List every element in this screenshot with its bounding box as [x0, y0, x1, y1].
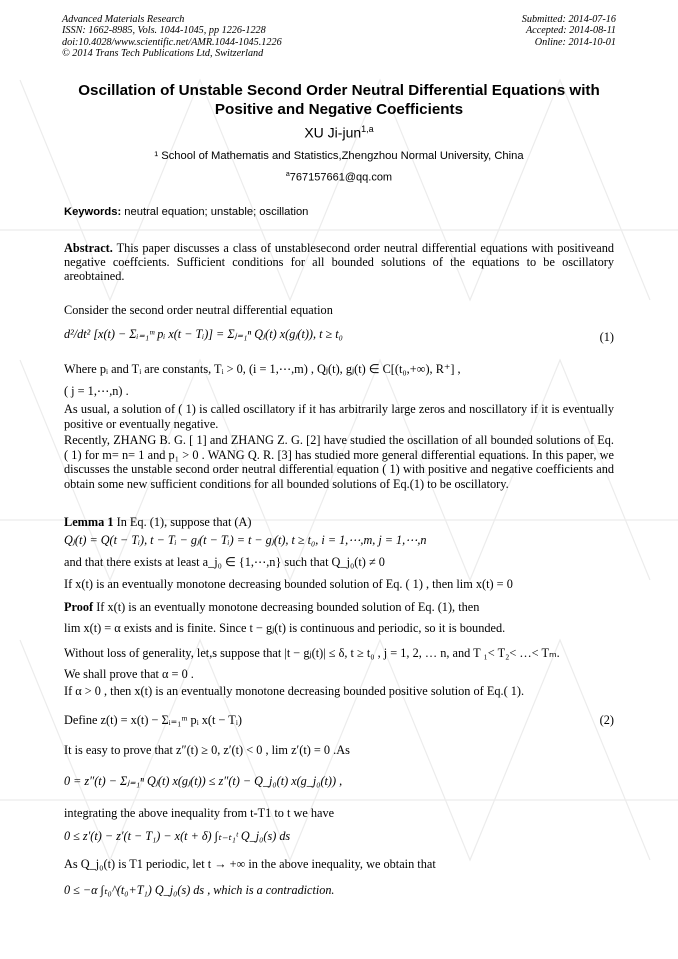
- equation-a: Qⱼ(t) = Q(t − Tᵢ), t − Tᵢ − gⱼ(t − Tᵢ) = t − gⱼ(t), t ≥ t₀, i = 1,⋯,m, j = 1,⋯,n: [64, 533, 427, 547]
- email: [0, 171, 678, 184]
- title-line-2: Positive and Negative Coefficients: [214, 101, 464, 118]
- equation-3: 0 = z″(t) − Σⱼ₌₁ⁿ Qⱼ(t) x(gⱼ(t)) ≤ z″(t) − Q_j₀(t) x(g_j₀(t)) ,: [64, 774, 343, 788]
- body-para-15: integrating the above inequality from t-T1 to t we have: [64, 806, 335, 820]
- equation-1-number: (1): [599, 330, 614, 344]
- body-para-14: It is easy to prove that z″(t) ≥ 0, z′(t) < 0 , lim z′(t) = 0 .As: [64, 743, 350, 757]
- abstract: [64, 241, 614, 284]
- body-para-3: ( j = 1,⋯,n) .: [64, 384, 129, 398]
- abstract-text: This paper discusses a class of unstablesecond order neutral differential equations with positiveand negative coeffcients. Sufficient conditions for all bounded solutions of the equations to be oscillatory areobtained.: [64, 241, 614, 284]
- body-para-1: Consider the second order neutral differential equation: [64, 303, 333, 317]
- title-line-1: Oscillation of Unstable Second Order Neutral Differential Equations with: [78, 82, 600, 99]
- keywords-label: Keywords:: [64, 206, 122, 218]
- body-para-7: If x(t) is an eventually monotone decreasing bounded solution of Eq. ( 1) , then lim x(t) = 0: [64, 577, 513, 591]
- equation-5: 0 ≤ −α ∫ₜ₀^(t₀+T₁) Q_j₀(s) ds , which is a contradiction.: [64, 883, 335, 897]
- body-para-5: Recently, ZHANG B. G. [ 1] and ZHANG Z. G. [2] have studied the oscillation of all bounded solutions of Eq.( 1) for m= n= 1 and p₁ > 0 . WANG Q. R. [3] has studied more general differential equations. In this paper, we discusses the unstable second order neutral differential equation ( 1) with positive and negative coefficients and obtain some new sufficient conditions for all bounded solutions of Eq.(1) to be oscillatory.: [64, 433, 614, 491]
- body-para-2: Where pᵢ and Tᵢ are constants, Tᵢ > 0, (i = 1,⋯,m) , Qⱼ(t), gⱼ(t) ∈ C[(t₀,+∞), R⁺] ,: [64, 362, 461, 376]
- email-address[interactable]: 767157661@qq.com: [289, 171, 393, 184]
- author: [0, 124, 678, 141]
- body-para-16: As Q_j₀(t) is T1 periodic, let t → +∞ in the above inequality, we obtain that: [64, 857, 436, 871]
- body-para-12: If α > 0 , then x(t) is an eventually monotone decreasing bounded positive solution of Eq.( 1).: [64, 684, 525, 698]
- equation-4: 0 ≤ z′(t) − z′(t − T₁) − x(t + δ) ∫ₜ₋ₜ₁ᵗ Q_j₀(s) ds: [64, 829, 291, 843]
- proof: [64, 600, 614, 615]
- equation-2-number: (2): [599, 713, 614, 727]
- submitted-date: Submitted: 2014-07-16: [521, 14, 616, 25]
- online-date: Online: 2014-10-01: [534, 36, 616, 48]
- body-para-6: and that there exists at least a_j₀ ∈ {1,⋯,n} such that Q_j₀(t) ≠ 0: [64, 555, 385, 569]
- body-para-10: Without loss of generality, let,s suppose that |t − gⱼ(t)| ≤ δ, t ≥ t₀ , j = 1, 2, … n, and T ₁< T₂< …< Tₘ.: [64, 646, 560, 660]
- paper-title: [40, 81, 638, 119]
- keywords: [64, 206, 614, 218]
- proof-label: Proof: [64, 600, 94, 614]
- journal-name: Advanced Materials Research: [62, 14, 185, 25]
- lemma-text: In Eq. (1), suppose that (A): [113, 515, 252, 529]
- proof-text: If x(t) is an eventually monotone decreasing bounded solution of Eq. (1), then: [93, 600, 480, 614]
- abstract-label: Abstract.: [64, 241, 113, 255]
- lemma-1: [64, 515, 614, 530]
- author-sup: 1,a: [361, 124, 374, 134]
- lemma-label: Lemma 1: [64, 515, 114, 529]
- email-sup: a: [285, 171, 290, 178]
- header-left: [62, 14, 282, 60]
- equation-1: d²/dt² [x(t) − Σᵢ₌₁ᵐ pᵢ x(t − Tᵢ)] = Σⱼ₌₁ⁿ Qⱼ(t) x(gⱼ(t)), t ≥ t₀: [64, 327, 343, 341]
- body-para-9: lim x(t) = α exists and is finite. Since t − gⱼ(t) is continuous and periodic, so it is bounded.: [64, 621, 506, 635]
- header-right: [522, 14, 616, 48]
- copyright: © 2014 Trans Tech Publications Ltd, Switzerland: [62, 48, 264, 60]
- journal-issn: ISSN: 1662-8985, Vols. 1044-1045, pp 1226-1228: [62, 25, 266, 37]
- body-para-4: As usual, a solution of ( 1) is called oscillatory if it has arbitrarily large zeros and noscillatory if it is eventually positive or eventually negative.: [64, 402, 614, 431]
- body-para-11: We shall prove that α = 0 .: [64, 667, 194, 681]
- accepted-date: Accepted: 2014-08-11: [525, 25, 616, 37]
- keywords-text: neutral equation; unstable; oscillation: [121, 206, 309, 218]
- doi-link[interactable]: doi:10.4028/www.scientific.net/AMR.1044-1045.1226: [62, 36, 282, 48]
- body-para-13: Define z(t) = x(t) − Σᵢ₌₁ᵐ pᵢ x(t − Tᵢ): [64, 713, 242, 727]
- affiliation: ¹ School of Mathematis and Statistics,Zhengzhou Normal University, China: [154, 150, 524, 162]
- author-name: XU Ji-jun: [304, 124, 362, 141]
